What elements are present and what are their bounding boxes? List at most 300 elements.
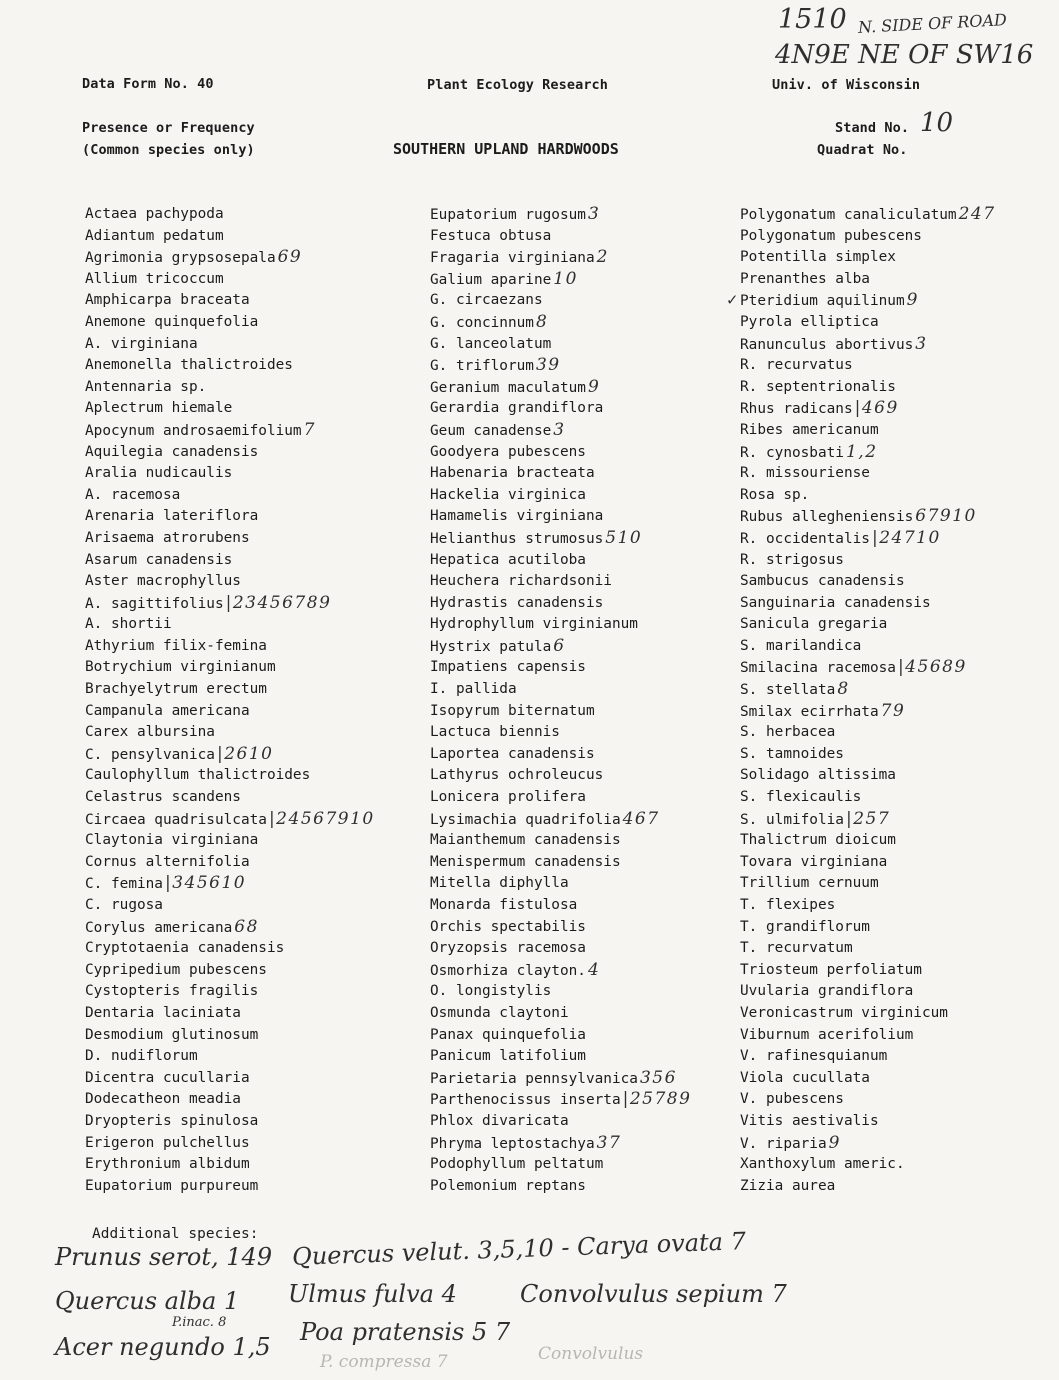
frequency-note: |45689	[897, 657, 967, 678]
species-row	[740, 722, 996, 744]
species-name: T. flexipes	[740, 897, 836, 913]
species-name: Botrychium virginianum	[85, 659, 276, 676]
species-name: Aster macrophyllus	[85, 573, 241, 590]
species-name: Thalictrum dioicum	[740, 832, 896, 849]
frequency-note: 7	[303, 419, 316, 440]
species-name: Lathyrus ochroleucus	[430, 767, 604, 784]
species-row	[85, 1089, 375, 1111]
species-row	[430, 355, 691, 377]
species-name: Allium tricoccum	[85, 270, 224, 287]
frequency-note: 467	[622, 808, 660, 829]
species-name: Caulophyllum thalictroides	[85, 767, 311, 784]
species-name: T. grandiflorum	[740, 918, 870, 935]
species-row	[85, 1111, 375, 1133]
species-row	[85, 593, 375, 615]
frequency-note: 510	[605, 527, 643, 548]
species-name: Solidago altissima	[740, 767, 896, 784]
species-row	[85, 830, 375, 852]
species-row	[430, 701, 691, 723]
species-name: S. ulmifolia	[740, 811, 844, 828]
species-row	[430, 550, 691, 572]
species-name: Apocynum androsaemifolium	[85, 422, 302, 439]
species-column-2	[430, 204, 691, 1197]
additional-note-pinac: P.inac. 8	[172, 1315, 227, 1330]
species-row	[740, 420, 996, 442]
species-name: Desmodium glutinosum	[85, 1026, 259, 1043]
species-row	[430, 679, 691, 701]
species-row	[430, 247, 691, 269]
species-name: Sambucus canadensis	[740, 573, 905, 590]
species-name: R. occidentalis	[740, 530, 870, 547]
species-name: Amphicarpa braceata	[85, 292, 250, 309]
species-name: G. triflorum	[430, 358, 534, 375]
species-name: Cypripedium pubescens	[85, 961, 267, 978]
species-name: I. pallida	[430, 681, 517, 698]
species-row	[430, 938, 691, 960]
frequency-note: 356	[639, 1067, 677, 1088]
species-row	[430, 571, 691, 593]
species-name: Cornus alternifolia	[85, 853, 250, 870]
additional-species-label: Additional species:	[92, 1226, 259, 1242]
species-row	[85, 550, 375, 572]
species-row	[430, 744, 691, 766]
species-row	[85, 506, 375, 528]
species-name: Arisaema atrorubens	[85, 529, 250, 546]
frequency-note: 3	[587, 204, 601, 224]
frequency-note: |24710	[871, 527, 941, 548]
species-row	[85, 485, 375, 507]
frequency-note: 39	[535, 355, 561, 376]
species-name: Adiantum pedatum	[85, 227, 224, 244]
species-row	[430, 1154, 691, 1176]
species-row	[85, 355, 375, 377]
species-row	[740, 485, 996, 507]
species-name: Orchis spectabilis	[430, 918, 586, 935]
frequency-note: 3	[553, 419, 566, 440]
species-row	[85, 398, 375, 420]
species-row	[85, 960, 375, 982]
species-row	[740, 312, 996, 334]
species-name: Viola cucullata	[740, 1069, 870, 1086]
species-name: Dryopteris spinulosa	[85, 1112, 259, 1129]
species-row	[430, 312, 691, 334]
frequency-note: 79	[880, 700, 906, 721]
species-row	[430, 1068, 691, 1090]
species-name: C. pensylvanica	[85, 746, 215, 763]
species-name: C. rugosa	[85, 897, 163, 913]
stand-label: Stand No.	[835, 120, 910, 136]
species-row	[740, 528, 996, 550]
frequency-note: |257	[845, 808, 891, 829]
species-row	[430, 787, 691, 809]
quadrat-label: Quadrat No.	[817, 142, 908, 158]
species-row	[85, 312, 375, 334]
species-row	[85, 744, 375, 766]
species-row	[85, 722, 375, 744]
frequency-note: 69	[277, 247, 303, 268]
species-row	[430, 765, 691, 787]
species-row	[740, 355, 996, 377]
species-row	[740, 679, 996, 701]
species-row	[430, 463, 691, 485]
handwritten-number: 1510	[778, 4, 847, 35]
species-row	[740, 1068, 996, 1090]
species-row	[430, 1003, 691, 1025]
species-name: A. virginiana	[85, 335, 198, 352]
species-row	[740, 852, 996, 874]
species-row	[740, 290, 996, 312]
species-row	[740, 895, 996, 917]
species-name: Mitella diphylla	[430, 875, 569, 892]
common-species-label: (Common species only)	[82, 142, 255, 158]
species-name: Heuchera richardsonii	[430, 573, 612, 590]
additional-note-quercus-alba: Quercus alba 1	[55, 1287, 240, 1315]
species-name: Vitis aestivalis	[740, 1112, 879, 1129]
species-name: Polemonium reptans	[430, 1177, 586, 1194]
species-name: Polygonatum pubescens	[740, 227, 922, 244]
species-row	[85, 895, 375, 917]
species-column-1	[85, 204, 375, 1197]
species-row	[85, 1025, 375, 1047]
species-name: Maianthemum canadensis	[430, 832, 621, 849]
species-name: Lonicera prolifera	[430, 789, 586, 806]
frequency-note: 3	[915, 333, 928, 354]
presence-label: Presence or Frequency	[82, 120, 255, 136]
species-row	[85, 873, 375, 895]
additional-note-ulmus: Ulmus fulva 4	[288, 1280, 457, 1308]
species-row	[430, 528, 691, 550]
species-name: Helianthus strumosus	[430, 530, 604, 547]
stand-value: 10	[920, 108, 954, 138]
species-name: Brachyelytrum erectum	[85, 681, 267, 698]
additional-note-compressa: P. compressa 7	[320, 1352, 448, 1372]
species-row	[430, 830, 691, 852]
species-row	[85, 701, 375, 723]
species-row	[740, 593, 996, 615]
species-name: Arenaria lateriflora	[85, 508, 259, 525]
species-name: Antennaria sp.	[85, 378, 207, 395]
species-row	[740, 204, 996, 226]
species-row	[430, 290, 691, 312]
species-row	[85, 1046, 375, 1068]
species-name: Phlox divaricata	[430, 1112, 569, 1129]
species-name: Dicentra cucullaria	[85, 1069, 250, 1086]
species-name: T. recurvatum	[740, 940, 853, 957]
species-name: Geranium maculatum	[430, 379, 586, 396]
species-name: Hamamelis virginiana	[430, 508, 604, 525]
species-row	[85, 463, 375, 485]
species-row	[740, 226, 996, 248]
species-row	[85, 787, 375, 809]
species-name: Cryptotaenia canadensis	[85, 940, 285, 957]
additional-note-poa: Poa pratensis 5 7	[300, 1318, 511, 1346]
species-name: Asarum canadensis	[85, 551, 233, 568]
species-row	[430, 917, 691, 939]
species-name: Lysimachia quadrifolia	[430, 811, 621, 828]
additional-note-convolvulus: Convolvulus sepium 7	[520, 1280, 787, 1308]
species-name: Viburnum acerifolium	[740, 1026, 914, 1043]
species-name: Erigeron pulchellus	[85, 1134, 250, 1151]
species-name: Monarda fistulosa	[430, 897, 578, 913]
frequency-note: |469	[854, 398, 899, 419]
species-row	[740, 398, 996, 420]
species-row	[85, 981, 375, 1003]
additional-note-convolvulus-faint: Convolvulus	[538, 1344, 644, 1364]
species-row	[430, 809, 691, 831]
species-name: R. cynosbati	[740, 444, 844, 461]
species-name: Hackelia virginica	[430, 486, 586, 503]
species-name: Galium aparine	[430, 271, 552, 288]
species-name: Actaea pachypoda	[85, 206, 224, 222]
species-name: Panicum latifolium	[430, 1048, 586, 1065]
species-row	[740, 765, 996, 787]
frequency-note: 8	[837, 679, 850, 700]
species-row	[740, 809, 996, 831]
species-name: Lactuca biennis	[430, 724, 560, 741]
species-row	[430, 1111, 691, 1133]
frequency-note: |345610	[164, 873, 247, 894]
handwritten-side-note: N. SIDE OF ROAD	[857, 10, 1008, 37]
species-name: Aplectrum hiemale	[85, 400, 233, 417]
species-name: Fragaria virginiana	[430, 250, 595, 267]
species-name: Goodyera pubescens	[430, 443, 586, 460]
species-name: Uvularia grandiflora	[740, 983, 914, 1000]
species-row	[740, 701, 996, 723]
species-row	[740, 1025, 996, 1047]
species-name: V. pubescens	[740, 1091, 844, 1108]
species-row	[430, 593, 691, 615]
species-name: V. rafinesquianum	[740, 1048, 888, 1065]
additional-note-prunus: Prunus serot, 149	[55, 1243, 273, 1271]
frequency-note: 10	[553, 268, 578, 289]
species-name: Smilax ecirrhata	[740, 703, 879, 720]
species-name: Tovara virginiana	[740, 853, 888, 870]
species-name: O. longistylis	[430, 983, 552, 1000]
species-name: G. lanceolatum	[430, 335, 552, 352]
frequency-note: 1,2	[845, 441, 878, 462]
species-name: Impatiens capensis	[430, 659, 586, 676]
species-row	[85, 1154, 375, 1176]
species-row	[85, 269, 375, 291]
additional-note-quercus-velut: Quercus velut. 3,5,10 - Carya ovata 7	[291, 1227, 747, 1271]
species-row	[85, 1133, 375, 1155]
species-name: Hepatica acutiloba	[430, 551, 586, 568]
species-name: Rhus radicans	[740, 401, 853, 418]
frequency-note: 37	[596, 1132, 622, 1153]
frequency-note: 9	[587, 376, 601, 397]
species-name: Hydrastis canadensis	[430, 594, 604, 611]
species-row	[740, 1111, 996, 1133]
species-name: Veronicastrum virginicum	[740, 1004, 948, 1021]
frequency-note: 67910	[915, 506, 977, 527]
species-row	[85, 334, 375, 356]
species-row	[740, 1133, 996, 1155]
species-row	[430, 1089, 691, 1111]
species-row	[430, 895, 691, 917]
species-name: Agrimonia grypsosepala	[85, 250, 276, 267]
species-name: S. herbacea	[740, 724, 836, 741]
species-row	[85, 765, 375, 787]
species-name: Smilacina racemosa	[740, 660, 896, 677]
species-row	[740, 442, 996, 464]
organization: Plant Ecology Research	[427, 77, 609, 93]
species-row	[740, 657, 996, 679]
frequency-note: 9	[906, 290, 919, 311]
species-name: Parietaria pennsylvanica	[430, 1070, 638, 1087]
species-name: Anemonella thalictroides	[85, 357, 293, 374]
species-row	[740, 938, 996, 960]
species-row	[740, 830, 996, 852]
species-name: Claytonia virginiana	[85, 832, 259, 849]
species-name: Phryma leptostachya	[430, 1135, 595, 1152]
frequency-note: 9	[828, 1132, 841, 1153]
species-row	[85, 938, 375, 960]
species-row	[740, 1154, 996, 1176]
species-name: Podophyllum peltatum	[430, 1156, 604, 1173]
species-name: Polygonatum canaliculatum	[740, 207, 957, 223]
species-name: Isopyrum biternatum	[430, 702, 595, 719]
species-row	[85, 571, 375, 593]
species-row	[85, 528, 375, 550]
species-name: Panax quinquefolia	[430, 1026, 586, 1043]
species-row	[85, 657, 375, 679]
species-name: Corylus americana	[85, 919, 233, 936]
species-name: Campanula americana	[85, 702, 250, 719]
species-name: R. strigosus	[740, 551, 844, 568]
species-name: S. stellata	[740, 682, 836, 699]
species-name: D. nudiflorum	[85, 1048, 198, 1065]
species-row	[740, 787, 996, 809]
species-row	[430, 420, 691, 442]
species-row	[740, 1046, 996, 1068]
species-name: Dodecatheon meadia	[85, 1091, 241, 1108]
species-row	[740, 960, 996, 982]
species-row	[430, 722, 691, 744]
species-row	[430, 852, 691, 874]
species-row	[85, 247, 375, 269]
species-name: G. circaezans	[430, 292, 543, 309]
species-name: G. concinnum	[430, 314, 534, 331]
species-name: Laportea canadensis	[430, 745, 595, 762]
species-row	[740, 1003, 996, 1025]
page-title: SOUTHERN UPLAND HARDWOODS	[393, 140, 619, 158]
species-name: Carex albursina	[85, 724, 215, 741]
species-row	[740, 550, 996, 572]
species-row	[85, 442, 375, 464]
species-name: Oryzopsis racemosa	[430, 940, 586, 957]
species-name: Ranunculus abortivus	[740, 336, 914, 353]
species-row	[430, 398, 691, 420]
species-name: Hydrophyllum virginianum	[430, 616, 638, 633]
species-name: Osmunda claytoni	[430, 1004, 569, 1021]
species-name: Osmorhiza clayton.	[430, 962, 586, 979]
species-row	[430, 204, 691, 226]
species-name: Celastrus scandens	[85, 789, 241, 806]
check-mark: ✓	[727, 290, 738, 310]
species-name: Gerardia grandiflora	[430, 400, 604, 417]
frequency-note: 8	[535, 311, 549, 332]
species-name: Athyrium filix-femina	[85, 637, 267, 654]
species-row	[85, 852, 375, 874]
species-row	[85, 420, 375, 442]
species-name: Aquilegia canadensis	[85, 443, 259, 460]
species-name: Menispermum canadensis	[430, 853, 621, 870]
species-row	[85, 290, 375, 312]
species-row	[430, 1025, 691, 1047]
species-name: Sanicula gregaria	[740, 616, 888, 633]
species-row	[740, 377, 996, 399]
species-name: R. recurvatus	[740, 357, 853, 374]
species-name: A. shortii	[85, 616, 172, 633]
species-name: R. missouriense	[740, 465, 870, 482]
species-name: Geum canadense	[430, 422, 552, 439]
species-name: A. sagittifolius	[85, 595, 224, 612]
species-name: Prenanthes alba	[740, 270, 870, 287]
species-row	[430, 657, 691, 679]
species-row	[85, 679, 375, 701]
species-row	[430, 377, 691, 399]
species-row	[740, 636, 996, 658]
species-name: Ribes americanum	[740, 421, 879, 438]
species-row	[430, 226, 691, 248]
species-name: R. septentrionalis	[740, 378, 896, 395]
frequency-note: |2610	[216, 743, 274, 764]
species-row	[740, 463, 996, 485]
species-row	[430, 873, 691, 895]
frequency-note: |25789	[622, 1089, 692, 1110]
species-row	[740, 1089, 996, 1111]
species-name: C. femina	[85, 876, 163, 893]
species-row	[85, 636, 375, 658]
species-name: S. tamnoides	[740, 745, 844, 762]
species-row	[430, 485, 691, 507]
frequency-note: 4	[587, 959, 601, 980]
species-name: Xanthoxylum americ.	[740, 1156, 905, 1173]
handwritten-location: 4N9E NE OF SW16	[775, 40, 1034, 70]
species-row	[740, 873, 996, 895]
species-row	[430, 334, 691, 356]
frequency-note: 68	[234, 916, 259, 937]
species-row	[430, 981, 691, 1003]
species-column-3	[740, 204, 996, 1197]
additional-note-acer: Acer negundo 1,5	[55, 1333, 271, 1361]
species-row	[430, 614, 691, 636]
species-row	[85, 204, 375, 226]
species-row	[740, 981, 996, 1003]
species-row	[85, 1176, 375, 1198]
species-row	[740, 744, 996, 766]
species-row	[430, 1046, 691, 1068]
species-name: Parthenocissus inserta	[430, 1092, 621, 1109]
species-name: S. flexicaulis	[740, 789, 862, 806]
frequency-note: 6	[553, 635, 566, 656]
form-number: Data Form No. 40	[82, 76, 214, 92]
species-row	[430, 506, 691, 528]
species-row	[85, 1003, 375, 1025]
species-row	[740, 571, 996, 593]
species-name: Eupatorium purpureum	[85, 1177, 259, 1194]
species-row	[85, 226, 375, 248]
species-name: Festuca obtusa	[430, 227, 552, 244]
species-row	[740, 1176, 996, 1198]
species-row	[430, 636, 691, 658]
species-name: Potentilla simplex	[740, 249, 896, 266]
frequency-note: 2	[596, 247, 609, 268]
species-name: S. marilandica	[740, 637, 862, 654]
species-row	[85, 614, 375, 636]
species-row	[430, 269, 691, 291]
species-name: Circaea quadrisulcata	[85, 811, 267, 828]
